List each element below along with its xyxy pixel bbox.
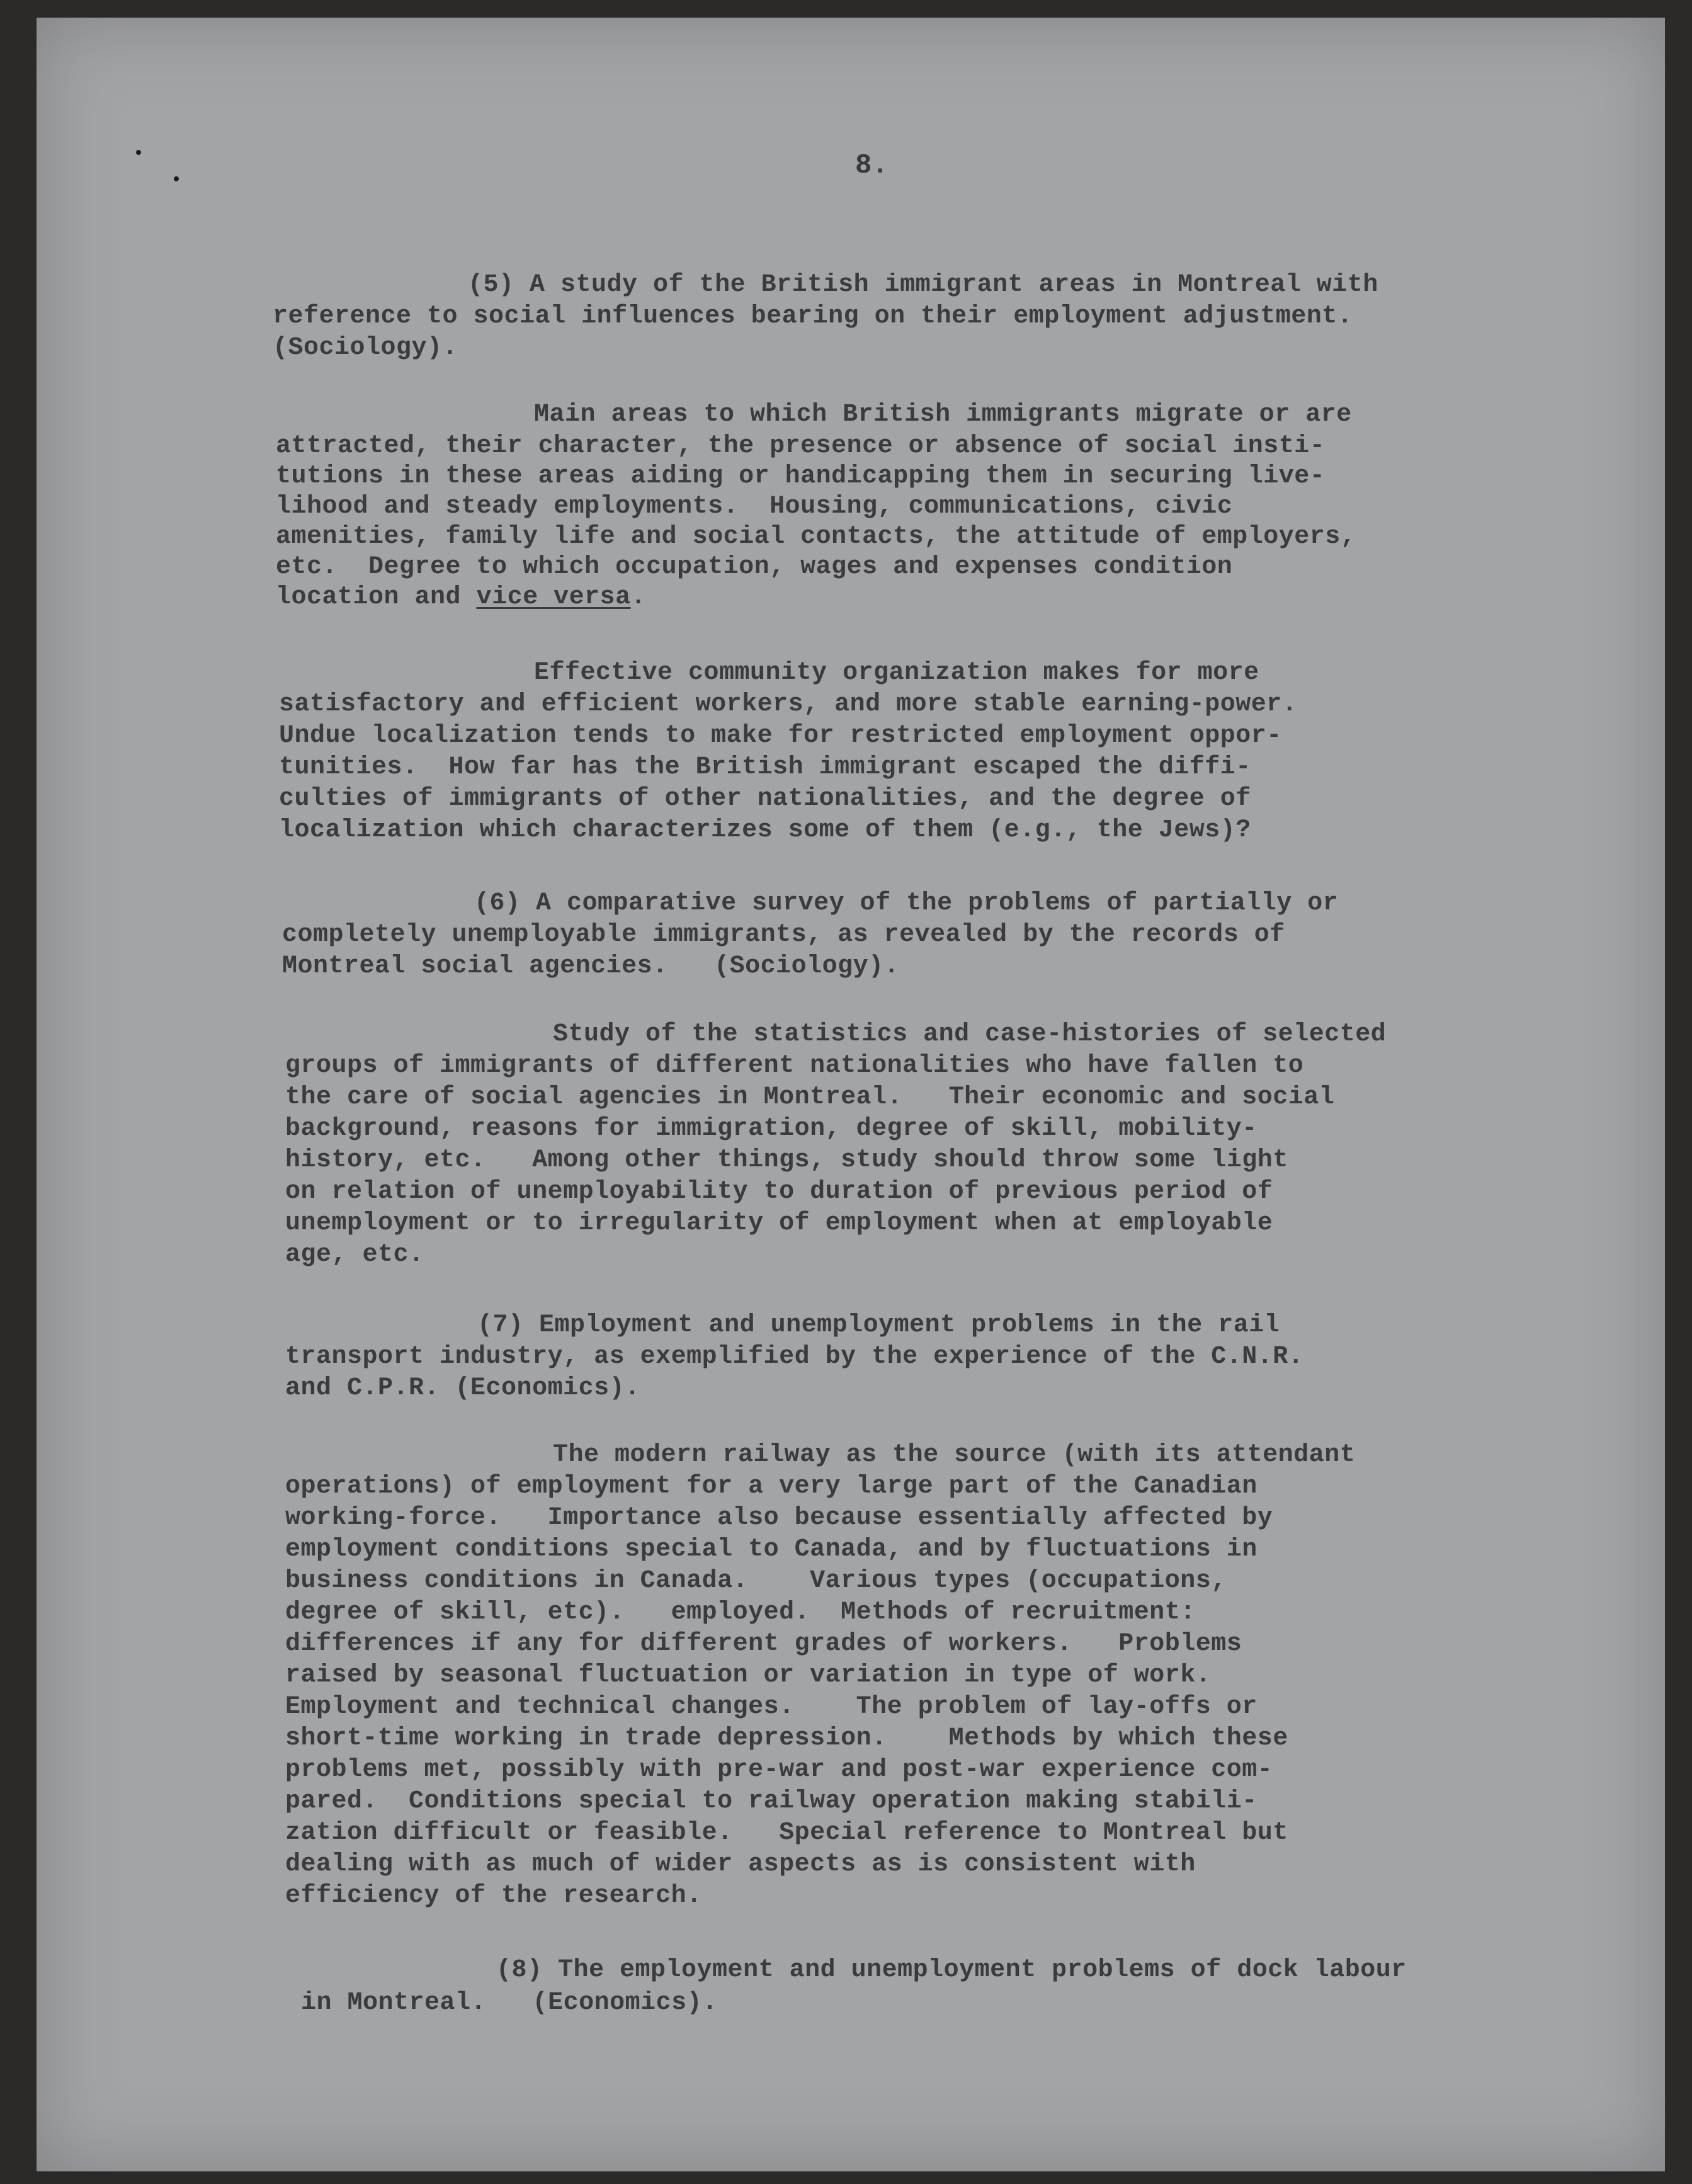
text-line: completely unemployable immigrants, as revealed by the records of — [282, 921, 1285, 949]
text-line: history, etc. Among other things, study should throw some light — [285, 1146, 1288, 1174]
text-line: etc. Degree to which occupation, wages and expenses condition — [276, 553, 1233, 581]
text-line: efficiency of the research. — [285, 1882, 702, 1910]
text-line: dealing with as much of wider aspects as is consistent with — [285, 1850, 1196, 1879]
text-line: and C.P.R. (Economics). — [285, 1374, 640, 1402]
text-line: degree of skill, etc). employed. Methods of recruitment: — [285, 1598, 1196, 1627]
text-line: raised by seasonal fluctuation or variation in type of work. — [285, 1661, 1212, 1690]
text-line: pared. Conditions special to railway operation making stabili- — [285, 1787, 1258, 1816]
text-fragment: location and — [276, 583, 477, 611]
text-line: (8) The employment and unemployment problems of dock labour — [496, 1956, 1407, 1984]
text-line: Employment and technical changes. The problem of lay-offs or — [285, 1693, 1258, 1721]
text-line — [276, 583, 646, 611]
text-line: on relation of unemployability to duration of previous period of — [285, 1178, 1273, 1206]
text-line: (Sociology). — [273, 334, 458, 362]
text-line: transport industry, as exemplified by the experience of the C.N.R. — [285, 1343, 1304, 1371]
text-line: tunities. How far has the British immigrant escaped the diffi- — [279, 753, 1251, 782]
text-line: in Montreal. (Economics). — [301, 1989, 718, 2017]
text-line: Undue localization tends to make for restricted employment oppor- — [279, 722, 1282, 750]
text-line: reference to social influences bearing on their employment adjustment. — [273, 302, 1353, 331]
text-line: operations) of employment for a very large part of the Canadian — [285, 1472, 1258, 1501]
text-line: working-force. Importance also because essentially affected by — [285, 1504, 1273, 1532]
text-line: (5) A study of the British immigrant areas in Montreal with — [468, 271, 1378, 299]
text-line: (7) Employment and unemployment problems in the rail — [477, 1311, 1280, 1339]
text-line: Montreal social agencies. (Sociology). — [282, 952, 900, 981]
text-line: differences if any for different grades of workers. Problems — [285, 1630, 1242, 1658]
margin-mark — [136, 150, 141, 155]
text-line: background, reasons for immigration, degree of skill, mobility- — [285, 1115, 1258, 1143]
text-line: The modern railway as the source (with its attendant — [553, 1441, 1356, 1469]
margin-mark — [174, 176, 179, 181]
text-line: zation difficult or feasible. Special reference to Montreal but — [285, 1819, 1288, 1847]
text-line: business conditions in Canada. Various types (occupations, — [285, 1567, 1227, 1595]
text-line: Main areas to which British immigrants migrate or are — [534, 401, 1352, 429]
text-line: lihood and steady employments. Housing, communications, civic — [276, 492, 1233, 521]
text-line: satisfactory and efficient workers, and more stable earning-power. — [279, 690, 1298, 719]
text-fragment: . — [630, 583, 647, 611]
text-line: culties of immigrants of other nationalities, and the degree of — [279, 785, 1251, 813]
text-line: short-time working in trade depression. Methods by which these — [285, 1724, 1288, 1753]
text-line: employment conditions special to Canada, and by fluctuations in — [285, 1535, 1258, 1564]
text-line: unemployment or to irregularity of employment when at employable — [285, 1209, 1273, 1237]
text-line: Effective community organization makes for more — [534, 659, 1259, 687]
text-line: age, etc. — [285, 1241, 424, 1269]
text-line: tutions in these areas aiding or handicapping them in securing live- — [276, 462, 1326, 491]
page-number: 8. — [855, 150, 889, 181]
text-line: (6) A comparative survey of the problems of partially or — [474, 889, 1339, 918]
text-line: localization which characterizes some of them (e.g., the Jews)? — [279, 816, 1251, 845]
emphasized-phrase: vice versa — [476, 583, 631, 611]
text-line: the care of social agencies in Montreal. Their economic and social — [285, 1083, 1335, 1112]
text-line: attracted, their character, the presence or absence of social insti- — [276, 432, 1326, 460]
document-page — [37, 18, 1665, 2171]
text-line: Study of the statistics and case-histories of selected — [553, 1020, 1387, 1049]
text-line: problems met, possibly with pre-war and post-war experience com- — [285, 1756, 1273, 1784]
text-line: amenities, family life and social contacts, the attitude of employers, — [276, 523, 1356, 551]
text-line: groups of immigrants of different nationalities who have fallen to — [285, 1052, 1304, 1080]
